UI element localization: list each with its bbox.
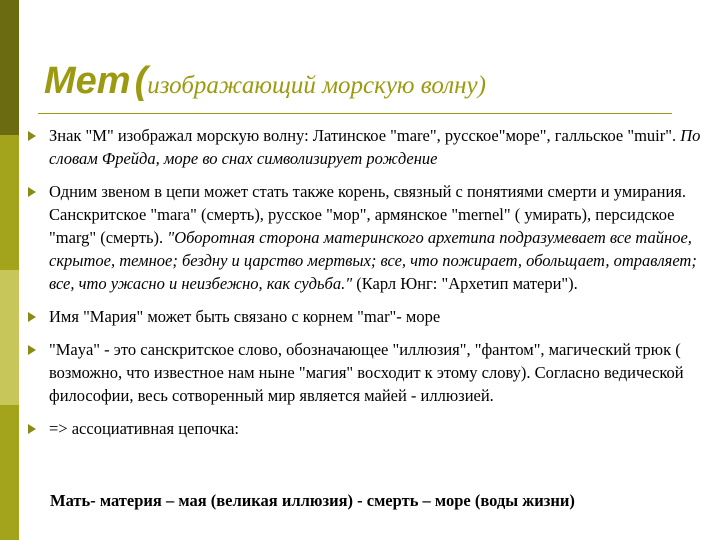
bullet-item [22, 338, 712, 407]
bullet-item [22, 417, 712, 440]
side-decor-bar [0, 0, 19, 540]
title-paren: ( [134, 60, 148, 102]
bullet-item [22, 124, 712, 170]
side-bar-segment-1 [0, 0, 19, 135]
bullet-text: Одним звеном в цепи может стать также корень, связный с понятиями смерти и умирания. Санскритское "mara" (смерть), русское "мор", армянское "mernel" ( умирать), персидское "marg" (смерть). [49, 182, 686, 247]
bullet-italic-text: "Оборотная сторона материнского архетипа подразумевает все тайное, скрытое, темное; бездну и царство мертвых; все, что пожирает, обольщает, отравляет; все, что ужасно и неизбежно, как судьба." [49, 228, 697, 293]
bullet-text: "Maya" - это санскритское слово, обозначающее "иллюзия", "фантом", магический трюк ( возможно, что известное нам ныне "магия" восходит к этому слову). Согласно ведической философии, весь сотворенный мир является майей - иллюзией. [49, 340, 684, 405]
bullet-tail-text: (Карл Юнг: "Архетип матери"). [352, 274, 578, 293]
arrow-bullet-icon [28, 424, 36, 434]
bullet-text: Знак "М" изображал морскую волну: Латинское "mare", русское"море", галльское "muir". [49, 126, 681, 145]
bullet-item [22, 305, 712, 328]
arrow-bullet-icon [28, 187, 36, 197]
side-bar-segment-2 [0, 135, 19, 270]
side-bar-segment-4 [0, 405, 19, 540]
bullet-list [22, 124, 712, 450]
arrow-bullet-icon [28, 131, 36, 141]
title-underline [38, 113, 672, 114]
arrow-bullet-icon [28, 312, 36, 322]
association-chain: Мать- материя – мая (великая иллюзия) - смерть – море (воды жизни) [50, 491, 575, 510]
side-bar-segment-3 [0, 270, 19, 405]
bullet-text: => ассоциативная цепочка: [49, 419, 239, 438]
bullet-text: Имя "Мария" может быть связано с корнем "mar"- море [49, 307, 441, 326]
title-subtitle: изображающий морскую волну) [147, 72, 486, 99]
bullet-italic-text: По словам Фрейда, море во снах символизирует рождение [49, 126, 701, 168]
arrow-bullet-icon [28, 345, 36, 355]
title-main: Мет [44, 60, 131, 102]
slide-title [44, 60, 704, 103]
bullet-item [22, 180, 712, 295]
